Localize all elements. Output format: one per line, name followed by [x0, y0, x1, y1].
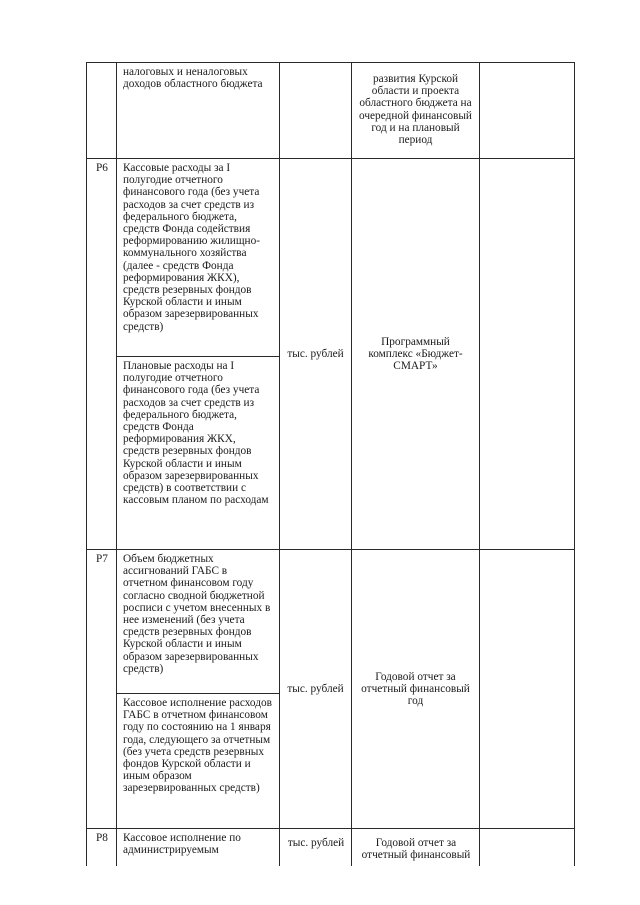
- row-code: Р8: [87, 829, 117, 866]
- indicator-cell: Кассовые расходы за I полугодие отчетного финансового года (без учета расходов за счет средств из федерального бюджета, средств Фонда содействия реформированию жилищно-коммунального хозяйства (далее - средств Фонда реформирования ЖКХ), средств резервных фондов Курской области и иным образом зарезервированных средств): [117, 159, 280, 357]
- row-code: Р7: [87, 550, 117, 829]
- indicator-cell: Плановые расходы на I полугодие отчетного финансового года (без учета расходов за счет средств из федерального бюджета, средств Фонда реформирования ЖКХ, средств резервных фондов Курской области и иным образом зарезервированных средств) в соответствии с кассовым планом по расходам: [117, 357, 280, 550]
- table-row: [87, 829, 575, 866]
- row-code: Р6: [87, 159, 117, 550]
- source-cell: развития Курской области и проекта областного бюджета на очередной финансовый год и на плановый период: [352, 63, 480, 159]
- source-cell: Годовой отчет за отчетный финансовый год: [352, 550, 480, 829]
- indicator-cell: налоговых и неналоговых доходов областного бюджета: [117, 63, 280, 159]
- unit-cell: тыс. рублей: [280, 829, 352, 866]
- blank-cell: [480, 829, 575, 866]
- indicators-table: [86, 62, 575, 866]
- indicator-cell: Кассовое исполнение по администрируемым: [117, 829, 280, 866]
- indicator-cell: Объем бюджетных ассигнований ГАБС в отчетном финансовом году согласно сводной бюджетной росписи с учетом внесенных в нее изменений (без учета средств резервных фондов Курской области и иным образом зарезервированных средств): [117, 550, 280, 694]
- source-cell: Программный комплекс «Бюджет-СМАРТ»: [352, 159, 480, 550]
- table-row: [87, 63, 575, 159]
- unit-cell: тыс. рублей: [280, 159, 352, 550]
- blank-cell: [480, 159, 575, 550]
- indicator-cell: Кассовое исполнение расходов ГАБС в отчетном финансовом году по состоянию на 1 января года, следующего за отчетным (без учета средств резервных фондов Курской области и иным образом зарезервированных средств): [117, 694, 280, 829]
- unit-cell: тыс. рублей: [280, 550, 352, 829]
- blank-cell: [480, 63, 575, 159]
- unit-cell: [280, 63, 352, 159]
- code-cell: [87, 63, 117, 159]
- blank-cell: [480, 550, 575, 829]
- table-row: [87, 159, 575, 357]
- table-row: [87, 550, 575, 694]
- source-cell: Годовой отчет за отчетный финансовый: [352, 829, 480, 866]
